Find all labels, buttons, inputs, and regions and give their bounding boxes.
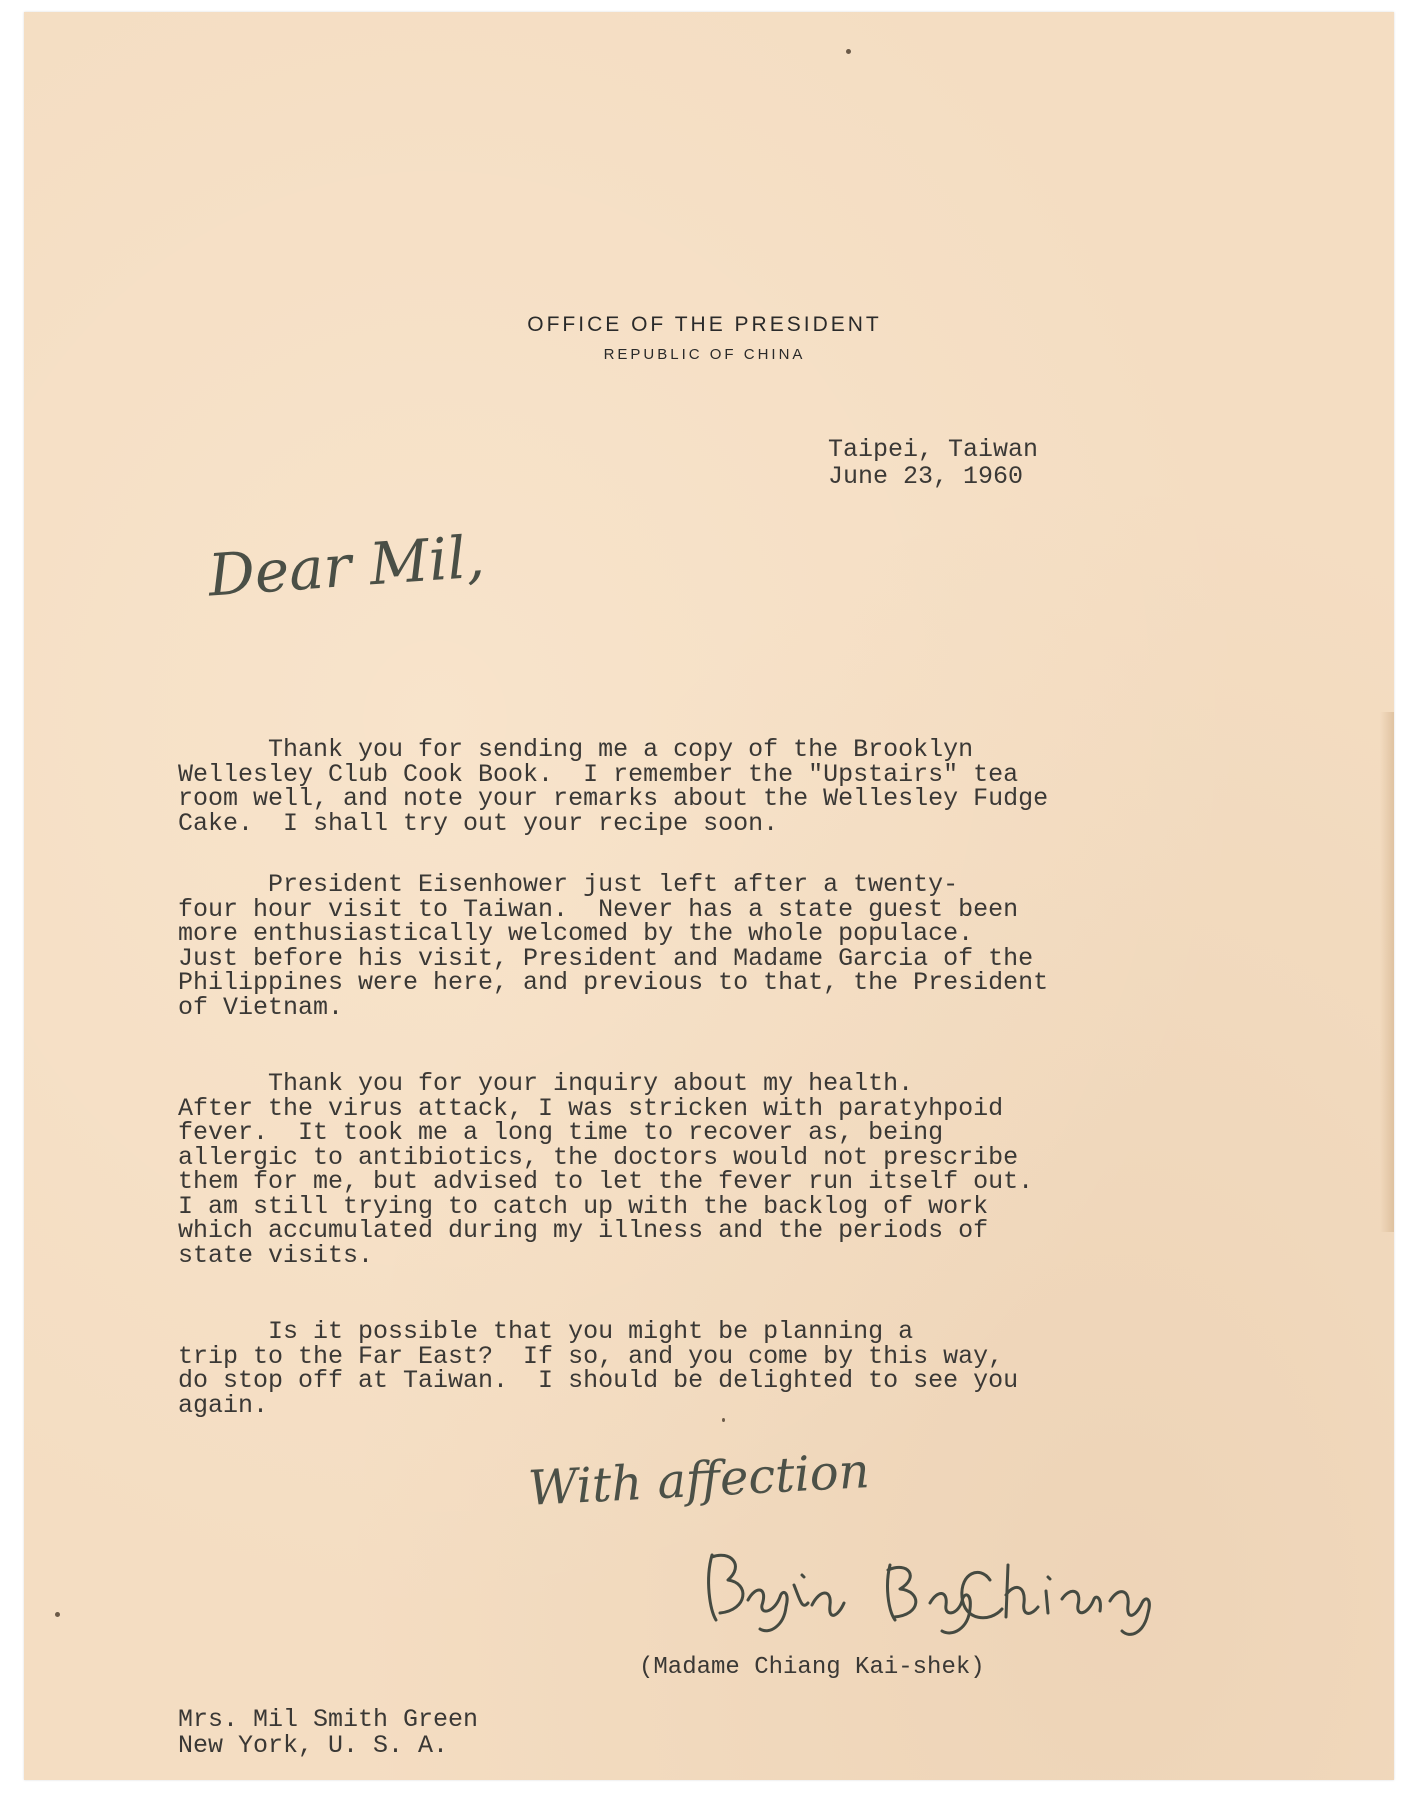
paper-speck [722, 1418, 725, 1422]
paragraph-eisenhower-visit: President Eisenhower just left after a twenty- four hour visit to Taiwan. Never has a state guest been more enthusiastically welcomed by the whole populace. Just before his visit, President and Madame Garcia of the Philippines were here, and previous to that, the President of Vietnam. [178, 870, 1049, 1022]
dateline-place: Taipei, Taiwan [828, 435, 1039, 464]
paper-speck [55, 1612, 60, 1617]
signer-name: (Madame Chiang Kai-shek) [639, 1654, 985, 1681]
recipient-location: New York, U. S. A. [178, 1731, 449, 1760]
paper-edge-shading [1380, 712, 1394, 1232]
letterhead-office: OFFICE OF THE PRESIDENT [527, 313, 882, 336]
paragraph-health: Thank you for your inquiry about my health. After the virus attack, I was stricken with paratyhpoid fever. It took me a long time to recover as, being allergic to antibiotics, the doctors would not prescribe them for me, but advised to let the fever run itself out. I am still trying to catch up with the backlog of work which accumulated during my illness and the periods of state visits. [178, 1069, 1034, 1270]
paragraph-cookbook: Thank you for sending me a copy of the Brooklyn Wellesley Club Cook Book. I remember the "Upstairs" tea room well, and note your remarks about the Wellesley Fudge Cake. I shall try out your recipe soon. [178, 735, 1049, 838]
handwritten-signature [690, 1525, 1210, 1645]
handwritten-closing: With affection [526, 1443, 871, 1517]
paragraph-invitation: Is it possible that you might be planning a trip to the Far East? If so, and you come by this way, do stop off at Taiwan. I should be delighted to see you again. [178, 1317, 1019, 1420]
paper-speck [846, 49, 851, 54]
handwritten-salutation: Dear Mil, [205, 522, 487, 610]
recipient-name: Mrs. Mil Smith Green [178, 1705, 479, 1734]
letterhead-country: REPUBLIC OF CHINA [603, 346, 806, 363]
dateline-date: June 23, 1960 [828, 462, 1024, 491]
